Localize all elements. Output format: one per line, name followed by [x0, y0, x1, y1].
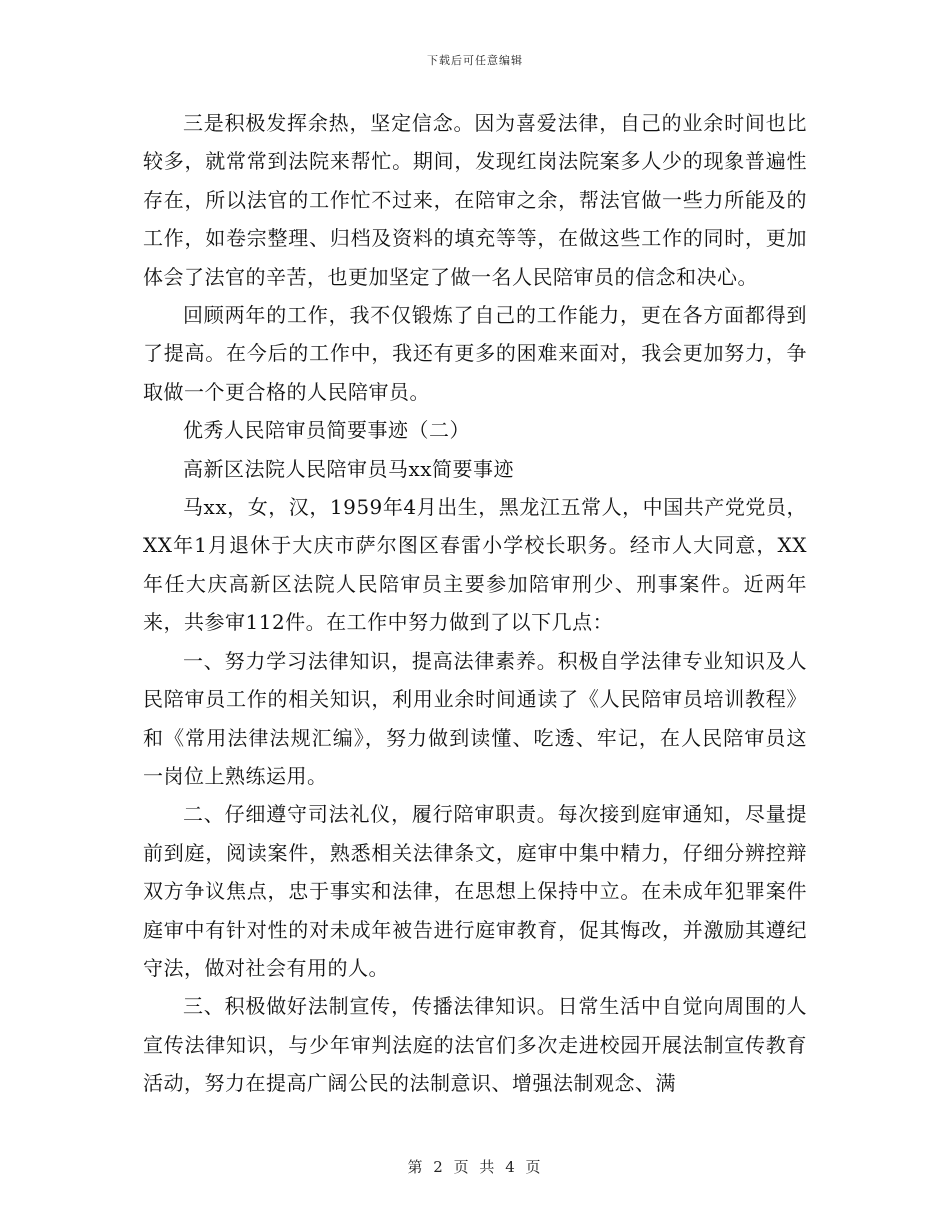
- document-body: [143, 104, 807, 1103]
- footer-page-word: 页: [453, 1158, 471, 1176]
- paragraph: 三、积极做好法制宣传，传播法律知识。日常生活中自觉向周围的人宣传法律知识，与少年审判法庭的法官们多次走进校园开展法制宣传教育活动，努力在提高广阔公民的法制意识、增强法制观念、满: [143, 994, 807, 1096]
- section-title: 优秀人民陪审员简要事迹（二）: [183, 418, 470, 443]
- paragraph: 回顾两年的工作，我不仅锻炼了自己的工作能力，更在各方面都得到了提高。在今后的工作中，我还有更多的困难来面对，我会更加努力，争取做一个更合格的人民陪审员。: [143, 303, 807, 404]
- page-footer: [0, 1156, 950, 1177]
- section-subtitle: 高新区法院人民陪审员马xx简要事迹: [183, 456, 515, 481]
- footer-suffix: 页: [525, 1158, 543, 1176]
- footer-total-word: 共: [479, 1158, 497, 1176]
- paragraph: 一、努力学习法律知识，提高法律素养。积极自学法律专业知识及人民陪审员工作的相关知识，利用业余时间通读了《人民陪审员培训教程》和《常用法律法规汇编》，努力做到读懂、吃透、牢记，在人民陪审员这一岗位上熟练运用。: [143, 648, 807, 788]
- paragraph: 二、仔细遵守司法礼仪，履行陪审职责。每次接到庭审通知，尽量提前到庭，阅读案件，熟悉相关法律条文，庭审中集中精力，仔细分辨控辩双方争议焦点，忠于事实和法律，在思想上保持中立。在未成年犯罪案件庭审中有针对性的对未成年被告进行庭审教育，促其悔改，并激励其遵纪守法，做对社会有用的人。: [143, 802, 807, 980]
- page-header: [0, 52, 950, 68]
- header-note: 下载后可任意编辑: [427, 54, 523, 67]
- paragraph: 三是积极发挥余热，坚定信念。因为喜爱法律，自己的业余时间也比较多，就常常到法院来帮忙。期间，发现红岗法院案多人少的现象普遍性存在，所以法官的工作忙不过来，在陪审之余，帮法官做一些力所能及的工作，如卷宗整理、归档及资料的填充等等，在做这些工作的同时，更加体会了法官的辛苦，也更加坚定了做一名人民陪审员的信念和决心。: [143, 111, 807, 289]
- total-page-number: 4: [505, 1158, 517, 1176]
- current-page-number: 2: [433, 1158, 445, 1176]
- footer-prefix: 第: [407, 1158, 425, 1176]
- paragraph: 马xx，女，汉，1959年4月出生，黑龙江五常人，中国共产党党员，XX年1月退休于大庆市萨尔图区春雷小学校长职务。经市人大同意，XX年任大庆高新区法院人民陪审员主要参加陪审刑少、刑事案件。近两年来，共参审112件。在工作中努力做到了以下几点：: [143, 495, 807, 635]
